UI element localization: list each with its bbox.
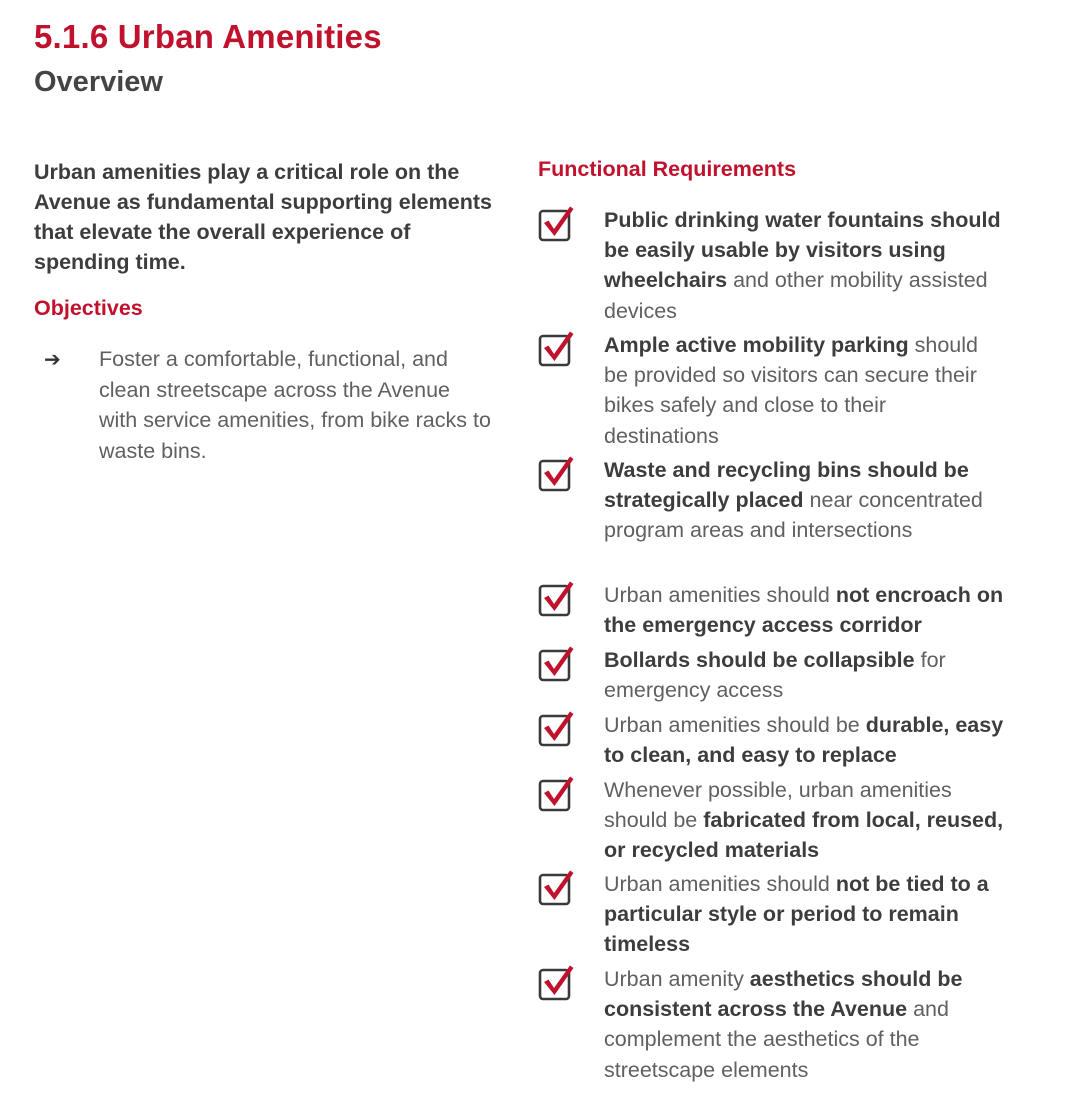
checkbox-checked-icon xyxy=(538,580,576,618)
requirement-detail: Whenever possible, urban amenities should be xyxy=(604,778,952,833)
requirement-detail: should be provided so visitors can secure their bikes safely and close to their destinations xyxy=(604,333,979,448)
requirement-emphasis: not encroach on the emergency access corridor xyxy=(604,583,1004,638)
functional-requirements-heading: Functional Requirements xyxy=(538,157,797,181)
page-subtitle: Overview xyxy=(34,66,163,98)
requirement-emphasis: Public drinking water fountains should be easily usable by visitors using wheelchairs xyxy=(604,208,1001,293)
requirement-emphasis: not be tied to a particular style or period to remain timeless xyxy=(604,872,989,957)
requirement-emphasis: durable, easy to clean, and easy to replace xyxy=(604,713,1004,768)
requirement-text xyxy=(604,710,1004,770)
section-title: 5.1.6 Urban Amenities xyxy=(34,18,382,55)
checkbox-checked-icon xyxy=(538,964,576,1002)
requirement-detail: Urban amenities should be xyxy=(604,713,866,737)
checkbox-checked-icon xyxy=(538,775,576,813)
checkbox-checked-icon xyxy=(538,205,576,243)
objective-item xyxy=(34,344,494,466)
checkbox-checked-icon xyxy=(538,330,576,368)
requirement-detail: and other mobility assisted devices xyxy=(604,268,988,323)
objective-text: Foster a comfortable, functional, and clean streetscape across the Avenue with service amenities, from bike racks to waste bins. xyxy=(99,347,491,463)
checkbox-checked-icon xyxy=(538,869,576,907)
requirement-emphasis: fabricated from local, reused, or recycled materials xyxy=(604,808,1004,863)
checkbox-checked-icon xyxy=(538,710,576,748)
requirement-text xyxy=(604,330,1004,451)
requirement-detail: Urban amenity xyxy=(604,967,750,991)
requirement-emphasis: aesthetics should be consistent across the Avenue xyxy=(604,967,963,1022)
requirement-emphasis: Waste and recycling bins should be strategically placed xyxy=(604,458,969,513)
requirement-emphasis: Ample active mobility parking xyxy=(604,333,909,357)
right-arrow-icon: ➔ xyxy=(44,347,61,371)
requirement-detail: and complement the aesthetics of the streetscape elements xyxy=(604,997,949,1082)
requirement-detail: near concentrated program areas and intersections xyxy=(604,488,983,543)
requirement-detail: Urban amenities should xyxy=(604,872,836,896)
requirement-text xyxy=(604,869,1004,960)
requirement-detail: Urban amenities should xyxy=(604,583,836,607)
intro-paragraph: Urban amenities play a critical role on the Avenue as fundamental supporting elements that elevate the overall experience of spending time. xyxy=(34,160,492,274)
requirement-text xyxy=(604,775,1004,866)
requirement-text xyxy=(604,645,1004,705)
requirement-text xyxy=(604,580,1004,640)
objectives-heading: Objectives xyxy=(34,296,143,320)
requirement-text xyxy=(604,455,1004,546)
objectives-list xyxy=(34,344,494,466)
requirement-text xyxy=(604,205,1004,326)
requirement-detail: for emergency access xyxy=(604,648,946,703)
requirement-emphasis: Bollards should be collapsible xyxy=(604,648,915,672)
checkbox-checked-icon xyxy=(538,455,576,493)
checkbox-checked-icon xyxy=(538,645,576,683)
requirement-text xyxy=(604,964,1004,1085)
